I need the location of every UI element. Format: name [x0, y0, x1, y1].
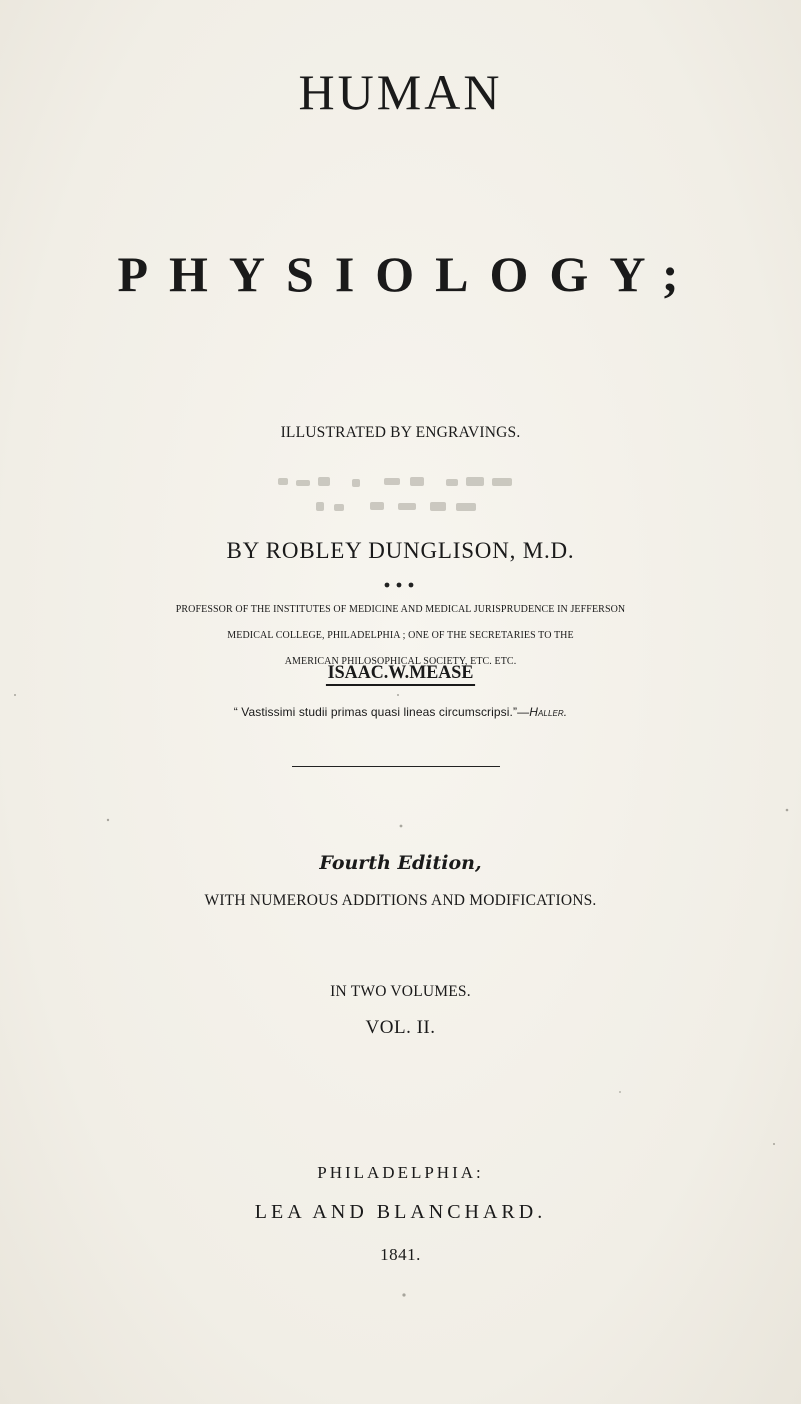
- faded-library-stamp: [0, 472, 801, 530]
- title-line-2: PHYSIOLOGY;: [117, 246, 700, 302]
- additions-note: WITH NUMEROUS ADDITIONS AND MODIFICATIONS.: [204, 892, 597, 909]
- author-line: BY ROBLEY DUNGLISON, M.D.: [226, 538, 575, 563]
- volumes-note: IN TWO VOLUMES.: [330, 983, 471, 1000]
- publication-year: 1841.: [380, 1245, 421, 1264]
- credentials-line-3: AMERICAN PHILOSOPHICAL SOCIETY, ETC. ETC.: [284, 656, 517, 667]
- divider-rule: [292, 766, 500, 767]
- edition: Fourth Edition,: [319, 852, 482, 874]
- epigraph-author: Haller.: [529, 705, 568, 719]
- subtitle: ILLUSTRATED BY ENGRAVINGS.: [280, 424, 521, 441]
- owner-stamp: [20, 662, 781, 684]
- faded-stamp-mark: [0, 472, 801, 530]
- volume-number: VOL. II.: [365, 1017, 436, 1038]
- ornament-icon: [381, 580, 421, 590]
- credentials-line-1: PROFESSOR OF THE INSTITUTES OF MEDICINE AND MEDICAL JURISPRUDENCE IN JEFFERSON: [175, 604, 626, 615]
- credentials-line-2: MEDICAL COLLEGE, PHILADELPHIA ; ONE OF THE SECRETARIES TO THE: [227, 630, 574, 641]
- epigraph: [0, 705, 801, 719]
- epigraph-text: “ Vastissimi studii primas quasi lineas circumscripsi.”—: [233, 705, 530, 719]
- publisher-city: PHILADELPHIA:: [317, 1163, 484, 1182]
- ornament-dots: [0, 580, 801, 592]
- title-line-1: HUMAN: [298, 64, 503, 120]
- owner-stamp-text: ISAAC.W.MEASE: [326, 662, 476, 686]
- publisher-name: LEA AND BLANCHARD.: [254, 1201, 547, 1223]
